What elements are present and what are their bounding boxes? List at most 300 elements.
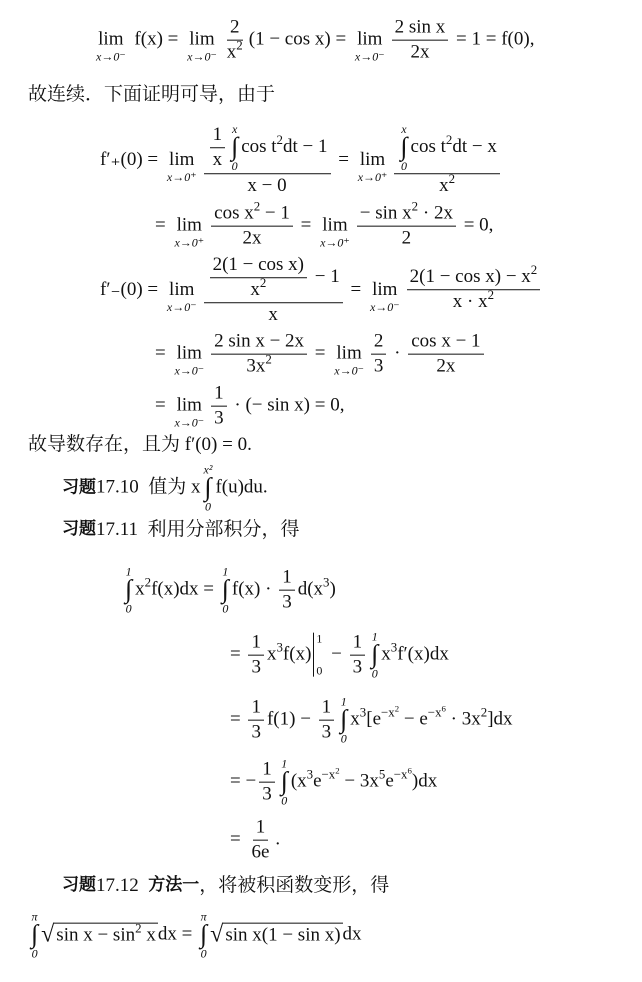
math-text: −x <box>393 767 408 783</box>
fraction-denominator <box>211 407 227 430</box>
math-line <box>100 254 543 326</box>
limit-word: lim <box>189 29 215 51</box>
math-text: cos t <box>241 136 277 158</box>
math-text: f′₋(0) = <box>100 279 163 301</box>
limit-subscript: x→0⁺ <box>357 169 388 184</box>
fraction <box>408 331 483 378</box>
math-text: 2 <box>411 198 419 214</box>
fraction-denominator <box>350 656 366 679</box>
math-text: 2 <box>487 287 495 303</box>
math-text: f(1) − <box>266 709 316 731</box>
superscript <box>481 707 487 720</box>
integral-sign <box>200 911 207 960</box>
math-text: = − <box>230 771 257 793</box>
integral-upper-limit: 1 <box>340 694 347 709</box>
fraction <box>211 383 227 430</box>
superscript <box>393 765 412 783</box>
math-text: = <box>230 829 246 851</box>
math-text: 3 <box>306 767 314 783</box>
math-text: 3x <box>246 355 266 377</box>
fraction-numerator <box>392 17 449 41</box>
superscript <box>395 705 399 714</box>
integral-lower-limit: 0 <box>31 946 38 961</box>
math-text: 17.12 <box>96 875 149 897</box>
limit-operator <box>167 149 197 183</box>
superscript <box>427 703 446 721</box>
fraction-numerator <box>394 123 499 174</box>
integral-glyph: ∫ <box>371 639 379 669</box>
limit-subscript: x→0⁻ <box>96 49 126 64</box>
math-line <box>28 434 252 456</box>
square-root <box>41 923 158 947</box>
math-text: cos t <box>410 136 446 158</box>
superscript <box>379 769 385 782</box>
math-text: 3 <box>251 656 261 678</box>
limit-subscript: x→0⁻ <box>354 49 385 64</box>
math-text: cos x <box>214 202 254 224</box>
superscript <box>487 287 495 303</box>
math-text: 2 <box>373 330 384 352</box>
fraction <box>357 198 456 250</box>
integral-upper-limit: 1 <box>125 564 132 579</box>
math-text: f(x) = <box>129 29 184 51</box>
superscript <box>408 767 412 776</box>
fraction-denominator <box>436 170 458 197</box>
math-line <box>230 631 449 680</box>
math-line <box>28 911 362 960</box>
math-text: ，将被积函数变形，得 <box>199 875 390 897</box>
superscript <box>360 707 366 720</box>
limit-word: lim <box>169 149 195 171</box>
math-text: 3 <box>323 575 330 591</box>
integral-lower-limit: 0 <box>281 793 288 808</box>
math-text: 2 <box>335 765 340 776</box>
limit-subscript: x→0⁻ <box>369 299 400 314</box>
math-text: e <box>313 771 322 793</box>
integral-upper-limit: 1 <box>222 564 229 579</box>
math-text: 2 <box>276 132 283 148</box>
math-text: 1 <box>212 124 223 146</box>
fraction-denominator <box>243 351 274 378</box>
integral-upper-limit: π <box>31 909 38 924</box>
math-text: f′(x)dx <box>397 644 449 666</box>
math-text: 2x <box>436 355 456 377</box>
math-text: 2 sin x − 2x <box>214 330 305 352</box>
limit-word: lim <box>372 279 398 301</box>
limit-subscript: x→0⁺ <box>174 235 205 250</box>
fraction <box>350 632 366 679</box>
math-text: (x <box>290 771 307 793</box>
math-text: 3 <box>282 591 292 613</box>
limit-operator <box>370 279 400 313</box>
math-text: 2 <box>480 705 488 721</box>
integral-lower-limit: 0 <box>200 946 207 961</box>
math-text: = <box>230 709 246 731</box>
limit-operator <box>320 215 350 249</box>
math-text: e <box>385 771 394 793</box>
superscript <box>321 765 340 783</box>
integral-lower-limit: 0 <box>231 158 238 173</box>
integral-glyph: ∫ <box>400 132 408 162</box>
math-text: 2x <box>242 227 262 249</box>
superscript <box>276 132 283 148</box>
integral-upper-limit: 1 <box>371 629 378 644</box>
math-text: 2 <box>259 275 267 291</box>
fraction-denominator <box>248 841 272 864</box>
fraction-numerator <box>248 632 264 656</box>
fraction-denominator <box>371 355 387 378</box>
math-text: f(x) · <box>231 579 277 601</box>
superscript <box>442 705 446 714</box>
math-text: 2 <box>265 351 272 367</box>
math-text: = <box>333 149 354 171</box>
radicand <box>223 923 342 947</box>
math-text: = <box>230 644 246 666</box>
fraction-numerator <box>371 331 387 355</box>
math-text: = <box>310 343 331 365</box>
superscript <box>381 703 400 721</box>
math-text: 3 <box>276 640 283 656</box>
fraction-numerator <box>407 262 541 291</box>
limit-word: lim <box>169 279 195 301</box>
math-text: 3 <box>251 721 261 743</box>
math-text: 5 <box>378 767 386 783</box>
math-text: 2 <box>394 703 400 714</box>
math-text: f(x)dx = <box>151 579 219 601</box>
limit-subscript: x→0⁺ <box>166 169 197 184</box>
math-text: 故连续．下面证明可导，由于 <box>28 84 276 106</box>
math-text: = <box>345 279 366 301</box>
math-text: 1 <box>352 631 363 653</box>
radical-sign: √ <box>41 922 55 948</box>
math-line <box>62 464 268 513</box>
integral-glyph: ∫ <box>280 766 288 796</box>
fraction <box>394 123 499 197</box>
integral-sign <box>371 631 378 680</box>
math-text: − <box>326 644 347 666</box>
math-text: x <box>250 279 260 301</box>
fraction <box>210 254 307 301</box>
math-text: x − 0 <box>247 174 287 196</box>
math-text: x <box>135 579 145 601</box>
integral-glyph: ∫ <box>340 704 348 734</box>
integral-sign <box>400 123 407 172</box>
integral-upper-limit: 1 <box>281 756 288 771</box>
integral-lower-limit: 0 <box>400 158 407 173</box>
math-text: 3 <box>214 407 224 429</box>
math-text: 3 <box>359 705 367 721</box>
math-text: − 3x <box>339 771 379 793</box>
limit-operator <box>174 343 204 377</box>
limit-subscript: x→0⁻ <box>187 49 217 64</box>
integral-lower-limit: 0 <box>125 601 132 616</box>
fraction-numerator <box>279 567 295 591</box>
fraction-denominator <box>244 174 289 197</box>
fraction-numerator <box>319 697 335 721</box>
integral-sign <box>204 464 213 513</box>
math-text: 3 <box>373 355 384 377</box>
math-text: x <box>212 149 223 171</box>
math-text: 3 <box>262 783 272 805</box>
math-text: = 0, <box>458 215 494 237</box>
limit-operator <box>187 29 217 63</box>
limit-word: lim <box>98 29 124 51</box>
math-text: cos x − 1 <box>411 330 481 352</box>
limit-operator <box>167 279 197 313</box>
math-line <box>92 17 534 64</box>
superscript <box>236 37 243 53</box>
math-text: f(u)du. <box>215 477 268 499</box>
superscript <box>276 642 282 655</box>
math-text: · 2x <box>418 202 453 224</box>
math-text: = <box>155 343 171 365</box>
integral-lower-limit: 0 <box>204 499 211 514</box>
limit-operator <box>334 343 364 377</box>
fraction-denominator <box>399 227 415 250</box>
bold-label: 习题 <box>62 477 96 498</box>
math-line <box>62 875 389 897</box>
bold-label: 习题 <box>62 875 96 896</box>
superscript <box>445 132 453 148</box>
math-text: 1 <box>262 758 272 780</box>
math-text: 1 <box>251 696 261 718</box>
fraction-denominator <box>240 227 265 250</box>
fraction-denominator <box>259 783 275 806</box>
integral-lower-limit: 0 <box>340 731 347 746</box>
math-text: 2 <box>448 170 456 186</box>
math-text: 2(1 − cos x) <box>212 254 305 276</box>
math-text: 1 <box>282 566 292 588</box>
math-line <box>155 198 494 250</box>
fraction <box>371 331 387 378</box>
math-text: = <box>155 215 171 237</box>
fraction-numerator <box>350 632 366 656</box>
limit-operator <box>96 29 126 63</box>
limit-subscript: x→0⁺ <box>320 235 350 250</box>
math-text: 2 <box>230 16 240 38</box>
limit-subscript: x→0⁻ <box>334 363 364 378</box>
integral-upper-limit: x² <box>203 462 213 477</box>
math-text: ]dx <box>487 709 513 731</box>
integral-glyph: ∫ <box>125 574 133 604</box>
fraction <box>204 254 343 326</box>
fraction <box>211 331 307 378</box>
fraction-denominator <box>279 591 295 614</box>
math-text: 2 <box>401 227 412 249</box>
math-line <box>28 84 275 106</box>
radical-sign: √ <box>210 922 224 948</box>
bold-label: 方法一 <box>148 875 200 896</box>
integral-lower-limit: 0 <box>371 666 378 681</box>
fraction-numerator <box>211 383 227 407</box>
fraction <box>248 632 264 679</box>
math-line <box>230 817 280 864</box>
fraction-numerator <box>211 331 307 355</box>
limit-operator <box>358 149 388 183</box>
fraction <box>224 17 246 64</box>
math-text: dt − x <box>452 136 497 158</box>
fraction-denominator <box>248 721 264 744</box>
fraction-numerator <box>248 697 264 721</box>
superscript <box>135 923 141 936</box>
limit-subscript: x→0⁻ <box>166 299 197 314</box>
limit-word: lim <box>359 149 386 171</box>
fraction-denominator <box>319 721 335 744</box>
math-text: 2 sin x <box>394 16 446 38</box>
limit-operator <box>174 395 204 429</box>
superscript <box>411 198 419 214</box>
math-text: x <box>141 925 156 947</box>
fraction-denominator <box>265 303 281 326</box>
limit-subscript: x→0⁻ <box>174 363 205 378</box>
fraction <box>248 817 272 864</box>
math-text: ) <box>329 579 336 601</box>
math-text: 6e <box>251 841 270 863</box>
fraction-numerator <box>357 198 456 227</box>
math-text: 2x <box>410 41 430 63</box>
math-text: −x <box>321 767 336 783</box>
math-line <box>155 383 344 430</box>
fraction <box>319 697 335 744</box>
math-text: · 3x <box>445 709 481 731</box>
math-text: − 1 <box>310 266 340 288</box>
fraction-denominator <box>247 275 269 301</box>
math-text: − sin x <box>359 202 412 224</box>
math-text: 1 <box>321 696 332 718</box>
bold-label: 习题 <box>62 519 96 540</box>
fraction-numerator <box>204 254 343 303</box>
math-text: x <box>226 41 237 63</box>
eval-lower-limit: 0 <box>316 664 323 678</box>
radicand <box>54 923 158 947</box>
limit-word: lim <box>176 395 202 417</box>
limit-word: lim <box>176 215 202 237</box>
math-text: − e <box>399 709 428 731</box>
integral-glyph: ∫ <box>200 919 208 949</box>
math-line <box>62 519 300 541</box>
superscript <box>307 769 313 782</box>
integral-glyph: ∫ <box>31 919 39 949</box>
math-text: − 1 <box>260 202 290 224</box>
math-text: 3 <box>352 656 363 678</box>
limit-word: lim <box>322 215 348 237</box>
math-text: 2 <box>144 575 152 591</box>
fraction-denominator <box>224 37 246 64</box>
math-text: x · x <box>452 291 488 313</box>
math-text: 6 <box>407 765 412 776</box>
integral-upper-limit: π <box>200 909 207 924</box>
math-text: [e <box>366 709 382 731</box>
math-text: 3 <box>390 640 398 656</box>
math-text: f(x) <box>282 644 312 666</box>
fraction-denominator <box>407 41 432 64</box>
integral-glyph: ∫ <box>221 574 229 604</box>
limit-operator <box>174 215 204 249</box>
square-root <box>210 923 342 947</box>
integral-sign <box>231 123 238 172</box>
math-line <box>100 123 503 197</box>
math-text: −x <box>381 705 395 721</box>
integral-sign <box>281 758 288 807</box>
eval-upper-limit: 1 <box>316 632 323 646</box>
math-text: 6 <box>441 703 446 714</box>
superscript <box>253 198 261 214</box>
integral-sign <box>340 696 347 745</box>
math-text: 2 <box>445 132 453 148</box>
superscript <box>391 642 397 655</box>
math-text: 1 <box>255 816 266 838</box>
math-text: 故导数存在，且为 f′(0) = 0. <box>28 434 252 456</box>
math-text: dx <box>342 924 362 946</box>
math-text: sin x(1 − sin x) <box>225 925 341 947</box>
integral-upper-limit: x <box>401 122 407 137</box>
math-text: 2(1 − cos x) − x <box>409 266 531 288</box>
math-text: dx = <box>157 924 198 946</box>
superscript <box>448 170 456 186</box>
fraction <box>248 697 264 744</box>
math-text: x <box>268 303 278 325</box>
fraction-numerator <box>210 124 226 148</box>
limit-word: lim <box>176 343 202 365</box>
integral-sign <box>31 911 38 960</box>
fraction-numerator <box>204 123 331 174</box>
fraction-numerator <box>408 331 483 355</box>
fraction <box>407 262 541 314</box>
superscript <box>260 277 266 290</box>
integral-glyph: ∫ <box>231 132 239 162</box>
superscript <box>335 767 339 776</box>
math-text: d(x <box>297 579 324 601</box>
math-text: x <box>381 644 391 666</box>
fraction-numerator <box>211 198 293 227</box>
evaluation-bar <box>313 633 322 677</box>
math-text: dt − 1 <box>283 136 328 158</box>
math-line <box>155 331 487 378</box>
fraction-denominator <box>433 355 458 378</box>
math-text: sin x − sin <box>56 925 136 947</box>
limit-word: lim <box>336 343 362 365</box>
math-text: x <box>266 644 277 666</box>
math-text: · <box>389 343 406 365</box>
math-line <box>230 758 437 807</box>
math-text: = <box>295 215 317 237</box>
integral-sign <box>125 566 132 615</box>
math-text: )dx <box>411 771 438 793</box>
math-text: x <box>439 174 449 196</box>
fraction <box>204 123 331 197</box>
math-line <box>230 696 513 745</box>
fraction <box>259 759 275 806</box>
math-text: · (− sin x) = 0, <box>229 395 345 417</box>
integral-glyph: ∫ <box>204 472 212 502</box>
superscript <box>145 577 151 590</box>
fraction-numerator <box>210 254 307 278</box>
math-text: 3 <box>321 721 332 743</box>
integral-lower-limit: 0 <box>222 601 229 616</box>
superscript <box>265 351 272 367</box>
integral-sign <box>222 566 229 615</box>
limit-subscript: x→0⁻ <box>174 415 205 430</box>
limit-operator <box>355 29 385 63</box>
fraction-denominator <box>248 656 264 679</box>
math-text: . <box>275 829 281 851</box>
fraction-denominator <box>210 148 226 171</box>
fraction <box>210 124 226 171</box>
superscript <box>530 262 538 278</box>
math-text: 1 <box>251 631 261 653</box>
math-text: f′₊(0) = <box>100 149 163 171</box>
math-text: −x <box>427 705 442 721</box>
